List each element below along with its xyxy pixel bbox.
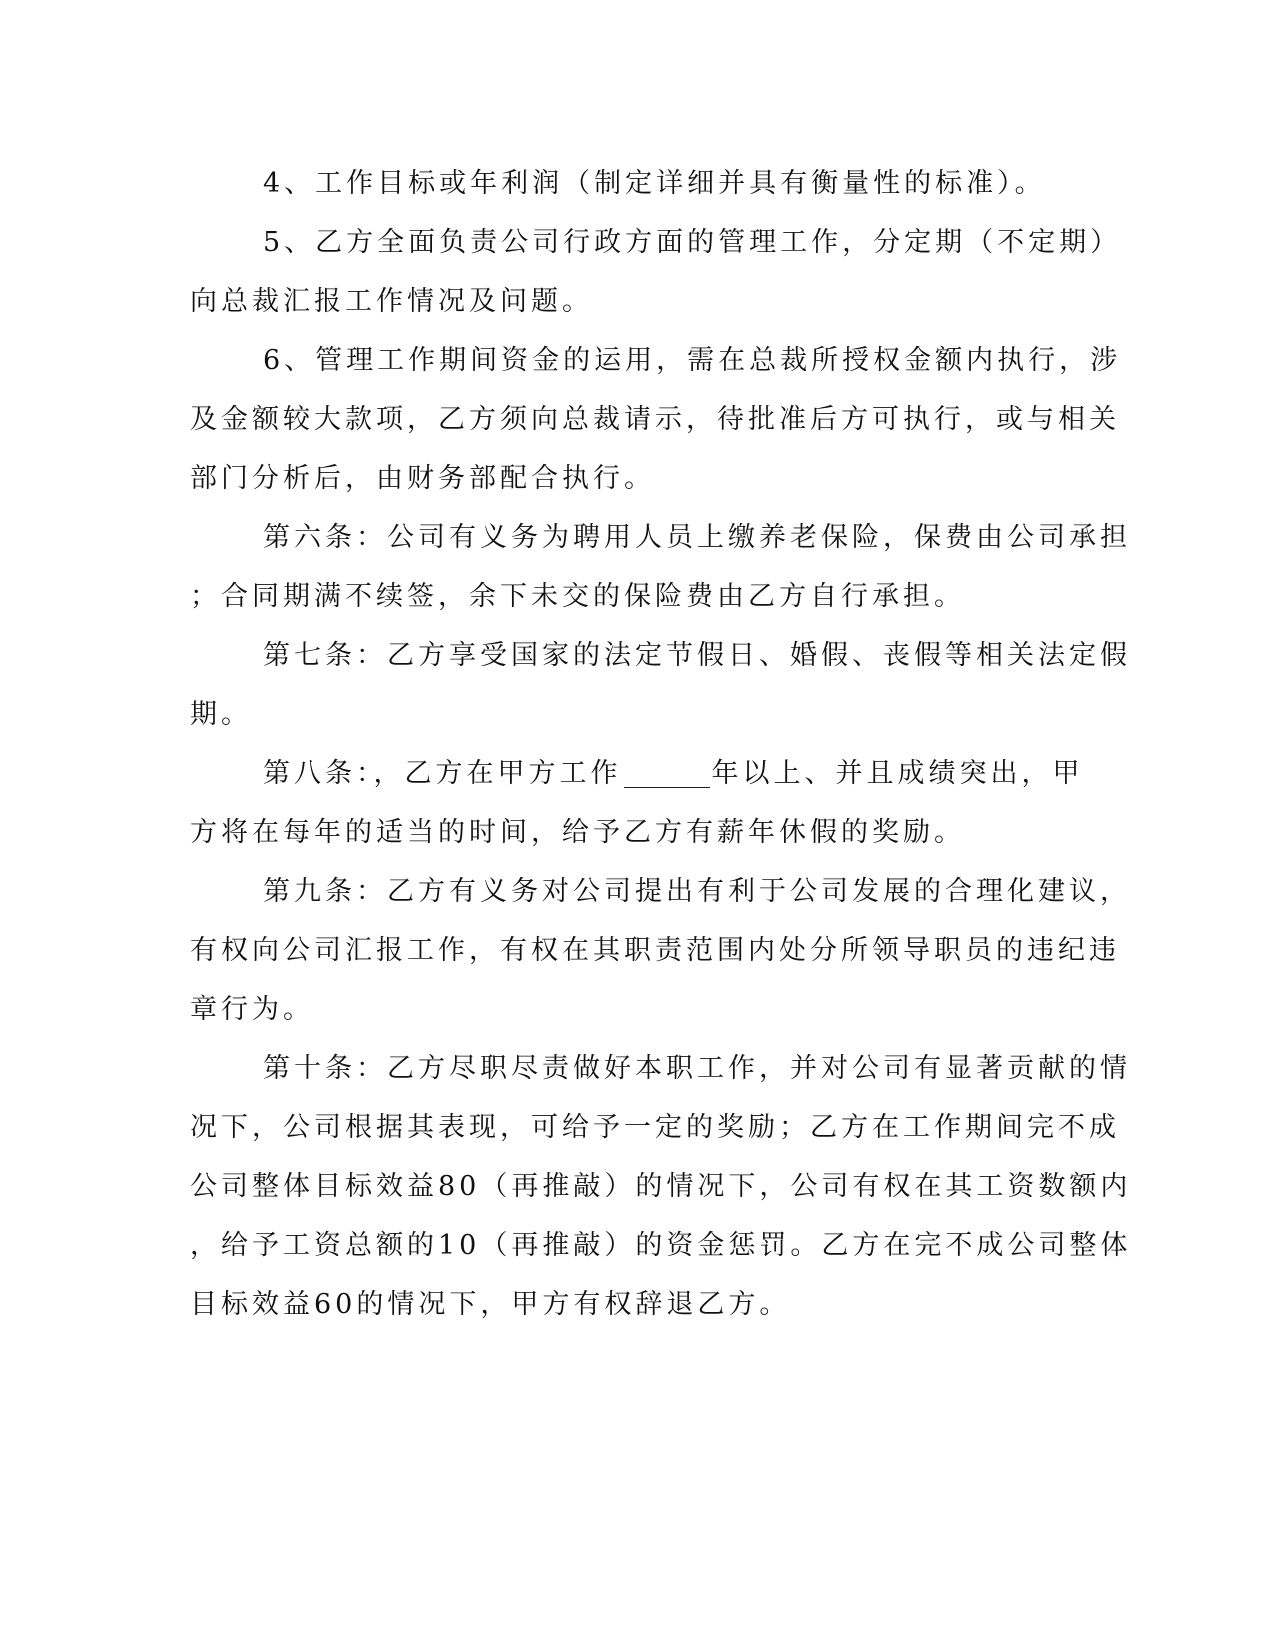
paragraph-item-6-line-2: 及金额较大款项，乙方须向总裁请示，待批准后方可执行，或与相关 xyxy=(190,404,1120,435)
article-10-line-2: 况下，公司根据其表现，可给予一定的奖励；乙方在工作期间完不成 xyxy=(190,1112,1120,1143)
article-6-line-1: 第六条：公司有义务为聘用人员上缴养老保险，保费由公司承担 xyxy=(263,522,1131,553)
article-10-line-1: 第十条：乙方尽职尽责做好本职工作，并对公司有显著贡献的情 xyxy=(263,1053,1131,1084)
paragraph-item-6-line-1: 6、管理工作期间资金的运用，需在总裁所授权金额内执行，涉 xyxy=(263,345,1122,376)
article-9-line-1: 第九条：乙方有义务对公司提出有利于公司发展的合理化建议， xyxy=(263,876,1131,907)
article-6-line-2: ；合同期满不续签，余下未交的保险费由乙方自行承担。 xyxy=(190,581,965,612)
article-8-line-1 xyxy=(263,756,1084,792)
article-8-text-before-blank: 第八条：，乙方在甲方工作 xyxy=(263,758,622,789)
article-10-line-3: 公司整体目标效益80（再推敲）的情况下，公司有权在其工资数额内 xyxy=(190,1171,1132,1202)
article-10-line-4: ，给予工资总额的10（再推敲）的资金惩罚。乙方在完不成公司整体 xyxy=(190,1230,1132,1261)
article-10-line-5: 目标效益60的情况下，甲方有权辞退乙方。 xyxy=(190,1289,791,1320)
article-8-text-after-blank: 年以上、并且成绩突出，甲 xyxy=(711,758,1084,789)
article-7-line-1: 第七条：乙方享受国家的法定节假日、婚假、丧假等相关法定假 xyxy=(263,640,1131,671)
fill-in-blank xyxy=(624,759,710,788)
article-9-line-3: 章行为。 xyxy=(190,994,314,1025)
paragraph-item-5-line-1: 5、乙方全面负责公司行政方面的管理工作，分定期（不定期） xyxy=(263,227,1122,258)
article-9-line-2: 有权向公司汇报工作，有权在其职责范围内处分所领导职员的违纪违 xyxy=(190,935,1120,966)
paragraph-item-6-line-3: 部门分析后，由财务部配合执行。 xyxy=(190,463,655,494)
paragraph-item-5-line-2: 向总裁汇报工作情况及问题。 xyxy=(190,286,593,317)
article-8-line-2: 方将在每年的适当的时间，给予乙方有薪年休假的奖励。 xyxy=(190,817,965,848)
paragraph-item-4: 4、工作目标或年利润（制定详细并具有衡量性的标准）。 xyxy=(263,168,1046,199)
article-7-line-2: 期。 xyxy=(190,699,252,730)
